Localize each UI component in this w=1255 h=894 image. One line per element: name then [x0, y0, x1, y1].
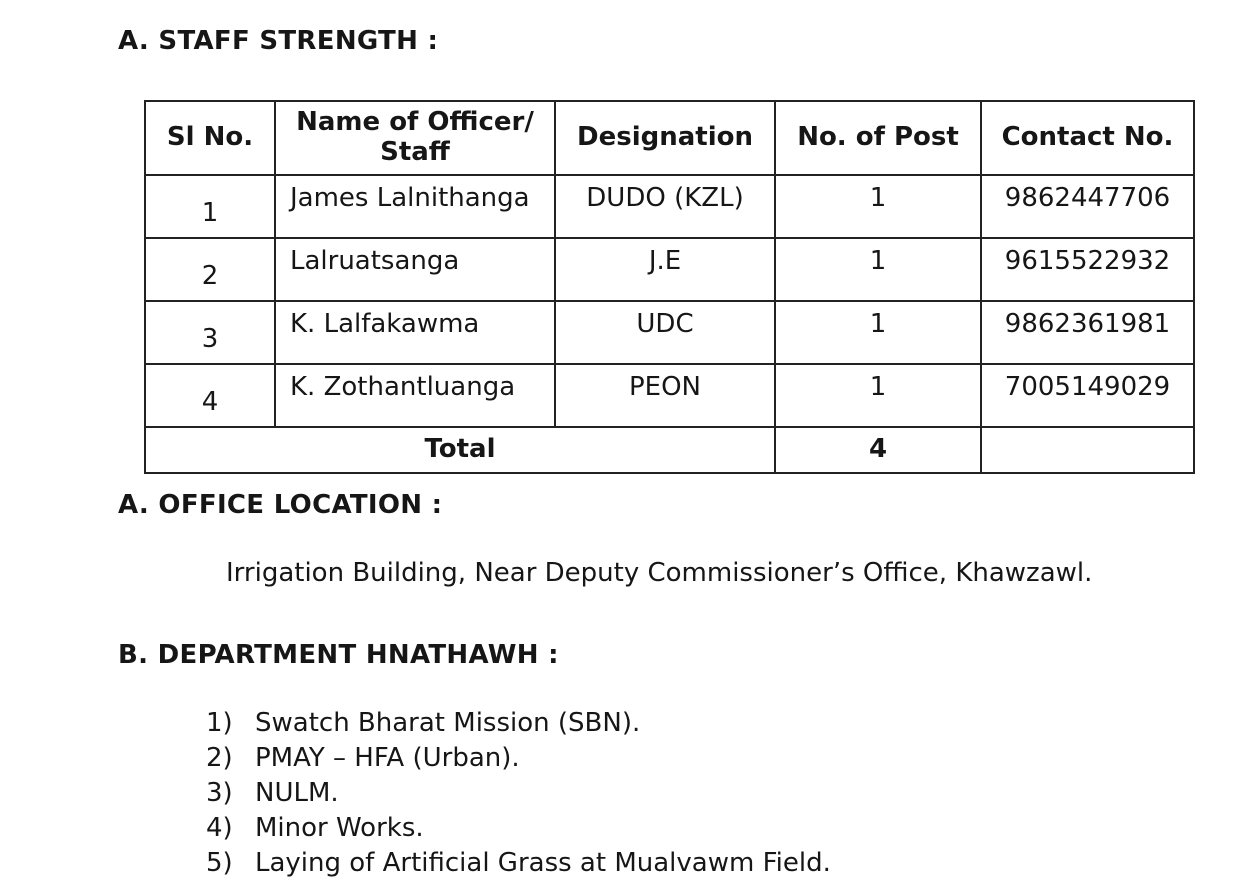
cell-sl-no: 4 — [145, 364, 275, 427]
cell-name: James Lalnithanga — [275, 175, 555, 238]
list-item-number: 2) — [206, 743, 233, 773]
cell-sl-no: 2 — [145, 238, 275, 301]
cell-designation: DUDO (KZL) — [555, 175, 775, 238]
staff-strength-table — [144, 100, 1195, 474]
cell-name: K. Zothantluanga — [275, 364, 555, 427]
cell-no-of-post: 1 — [775, 364, 981, 427]
header-designation: Designation — [555, 101, 775, 175]
cell-designation: PEON — [555, 364, 775, 427]
cell-contact-no: 9862361981 — [981, 301, 1194, 364]
list-item-number: 5) — [206, 848, 233, 878]
cell-name: K. Lalfakawma — [275, 301, 555, 364]
cell-no-of-post: 1 — [775, 238, 981, 301]
list-item-text: Laying of Artificial Grass at Mualvawm Field. — [255, 848, 831, 878]
list-item — [206, 741, 831, 776]
list-item-text: NULM. — [255, 778, 339, 808]
table-header-row — [145, 101, 1194, 175]
list-item-text: Minor Works. — [255, 813, 424, 843]
list-item-text: PMAY – HFA (Urban). — [255, 743, 520, 773]
cell-designation: UDC — [555, 301, 775, 364]
list-item — [206, 846, 831, 881]
table-row — [145, 238, 1194, 301]
staff-strength-heading: A. STAFF STRENGTH : — [118, 26, 439, 56]
header-name-of-officer — [275, 101, 555, 175]
list-item — [206, 706, 831, 741]
total-contact-empty — [981, 427, 1194, 473]
list-item-number: 3) — [206, 778, 233, 808]
cell-sl-no: 3 — [145, 301, 275, 364]
cell-contact-no: 9615522932 — [981, 238, 1194, 301]
table-row — [145, 364, 1194, 427]
header-contact-no: Contact No. — [981, 101, 1194, 175]
total-posts: 4 — [775, 427, 981, 473]
department-heading: B. DEPARTMENT HNATHAWH : — [118, 640, 559, 670]
list-item-number: 1) — [206, 708, 233, 738]
table-row — [145, 175, 1194, 238]
department-works-list — [206, 706, 831, 881]
list-item — [206, 776, 831, 811]
list-item-text: Swatch Bharat Mission (SBN). — [255, 708, 641, 738]
table-total-row — [145, 427, 1194, 473]
cell-no-of-post: 1 — [775, 301, 981, 364]
header-name-line2: Staff — [380, 137, 450, 167]
header-sl-no: Sl No. — [145, 101, 275, 175]
cell-name: Lalruatsanga — [275, 238, 555, 301]
cell-contact-no: 9862447706 — [981, 175, 1194, 238]
header-name-line1: Name of Officer/ — [296, 107, 534, 138]
table-row — [145, 301, 1194, 364]
header-no-of-post: No. of Post — [775, 101, 981, 175]
list-item-number: 4) — [206, 813, 233, 843]
office-location-heading: A. OFFICE LOCATION : — [118, 490, 443, 520]
cell-no-of-post: 1 — [775, 175, 981, 238]
total-label: Total — [145, 427, 775, 473]
cell-designation: J.E — [555, 238, 775, 301]
office-location-address: Irrigation Building, Near Deputy Commissioner’s Office, Khawzawl. — [226, 558, 1093, 588]
cell-contact-no: 7005149029 — [981, 364, 1194, 427]
cell-sl-no: 1 — [145, 175, 275, 238]
list-item — [206, 811, 831, 846]
